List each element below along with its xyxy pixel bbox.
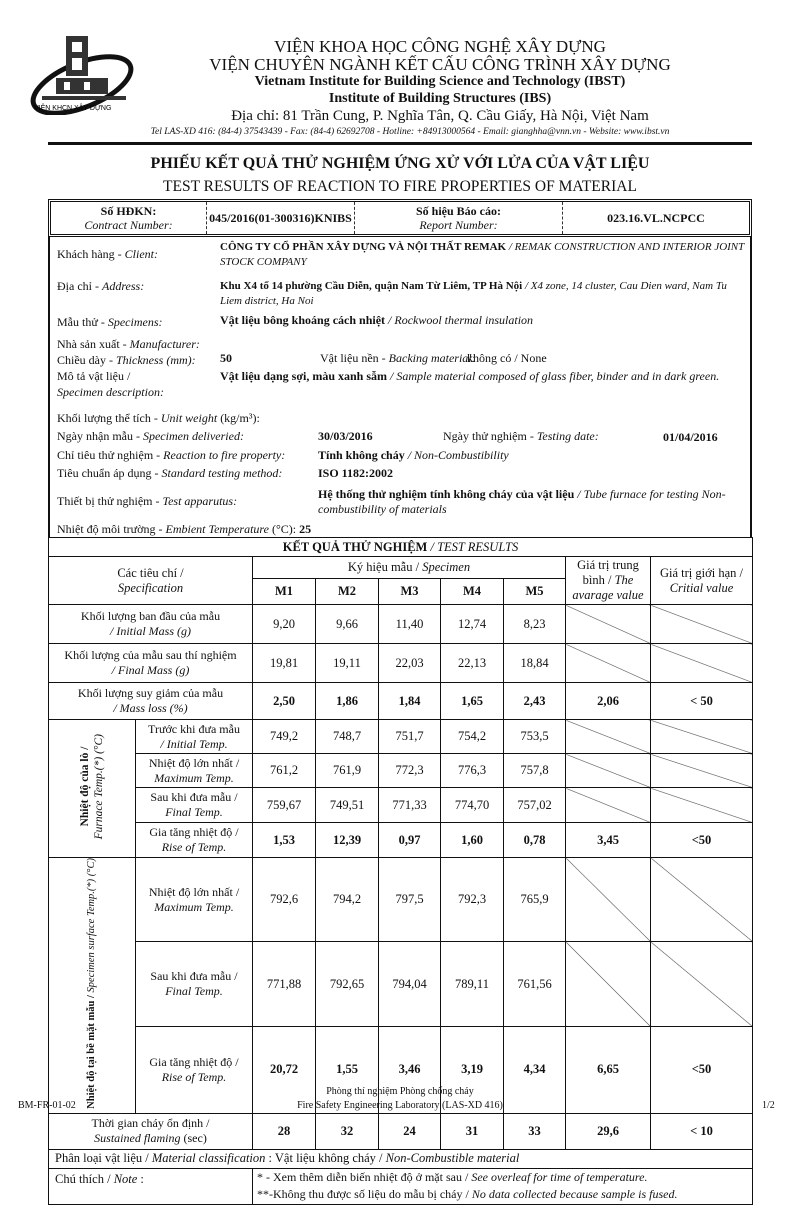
value-cell: 761,9 — [316, 754, 379, 788]
empty-average-cell — [566, 720, 651, 754]
report-id-table — [48, 199, 752, 237]
empty-average-cell — [566, 858, 651, 942]
backing-label: Vật liệu nền - Backing material: — [320, 351, 476, 365]
average-cell: 6,65 — [566, 1026, 651, 1113]
row-label: Nhiệt độ lớn nhất / Maximum Temp. — [136, 858, 253, 942]
value-cell: 757,8 — [504, 754, 566, 788]
average-cell: 29,6 — [566, 1113, 651, 1149]
value-cell: 19,11 — [316, 644, 379, 683]
institute-address: Địa chỉ: 81 Trần Cung, P. Nghĩa Tân, Q. Cầu Giấy, Hà Nội, Việt Nam — [231, 108, 649, 124]
svg-text:VIỆN KHCN XÂY DỰNG: VIỆN KHCN XÂY DỰNG — [34, 105, 112, 112]
manufacturer-label: Nhà sản xuất - Manufacturer: — [57, 337, 200, 351]
value-cell: 3,19 — [441, 1026, 504, 1113]
value-cell: 19,81 — [253, 644, 316, 683]
value-cell: 11,40 — [379, 605, 441, 644]
row-label: Gia tăng nhiệt độ / Rise of Temp. — [136, 1026, 253, 1113]
value-cell: 759,67 — [253, 788, 316, 823]
value-cell: 24 — [379, 1113, 441, 1149]
empty-critical-cell — [651, 605, 753, 644]
row-label: Thời gian cháy ổn định / Sustained flaming (sec) — [49, 1113, 253, 1149]
ambient-label: Nhiệt độ môi trường - Embient Temperature (°C): 25 — [57, 522, 312, 536]
row-label: Khối lượng của mẫu sau thí nghiệm / Final Mass (g) — [49, 644, 253, 683]
specimen-col-m5: M5 — [504, 579, 566, 605]
backing-value: không có / None — [467, 351, 547, 365]
result-row — [49, 823, 753, 858]
institute-name-en: Vietnam Institute for Building Science and Technology (IBST) — [254, 74, 626, 89]
result-row — [49, 683, 753, 720]
value-cell: 3,46 — [379, 1026, 441, 1113]
thickness-value: 50 — [220, 351, 232, 365]
institute-sub-vi: VIỆN CHUYÊN NGÀNH KẾT CẤU CÔNG TRÌNH XÂY DỰNG — [209, 55, 671, 74]
specimen-col-m2: M2 — [316, 579, 379, 605]
critical-cell: < 10 — [651, 1113, 753, 1149]
row-label: Trước khi đưa mẫu / Initial Temp. — [136, 720, 253, 754]
row-label: Khối lượng ban đầu của mẫu / Initial Mass (g) — [49, 605, 253, 644]
result-row — [49, 605, 753, 644]
empty-critical-cell — [651, 644, 753, 683]
value-cell: 757,02 — [504, 788, 566, 823]
spec-header: Các tiêu chí / Specification — [49, 557, 253, 605]
critical-cell: <50 — [651, 823, 753, 858]
value-cell: 1,60 — [441, 823, 504, 858]
row-label: Sau khi đưa mẫu / Final Temp. — [136, 942, 253, 1026]
value-cell: 772,3 — [379, 754, 441, 788]
row-label: Sau khi đưa mẫu / Final Temp. — [136, 788, 253, 823]
value-cell: 28 — [253, 1113, 316, 1149]
value-cell: 18,84 — [504, 644, 566, 683]
value-cell: 22,13 — [441, 644, 504, 683]
row-label: Nhiệt độ lớn nhất / Maximum Temp. — [136, 754, 253, 788]
average-cell: 3,45 — [566, 823, 651, 858]
value-cell: 1,53 — [253, 823, 316, 858]
standard-value: ISO 1182:2002 — [318, 466, 394, 480]
empty-average-cell — [566, 942, 651, 1026]
notes: * - Xem thêm diễn biến nhiệt độ ở mặt sau / See overleaf for time of temperature. **-Không thu được số liệu do mẫu bị cháy / No data collected because sample is fused. — [253, 1168, 753, 1204]
empty-average-cell — [566, 788, 651, 823]
testing-date-label: Ngày thử nghiệm - Testing date: — [443, 429, 599, 443]
standard-label: Tiêu chuẩn áp dụng - Standard testing method: — [57, 466, 283, 480]
value-cell: 22,03 — [379, 644, 441, 683]
specimen-col-m4: M4 — [441, 579, 504, 605]
specimen-col-m3: M3 — [379, 579, 441, 605]
value-cell: 1,55 — [316, 1026, 379, 1113]
institute-name-vi: VIỆN KHOA HỌC CÔNG NGHỆ XÂY DỰNG — [274, 37, 606, 56]
value-cell: 751,7 — [379, 720, 441, 754]
report-label: Số hiệu Báo cáo: Report Number: — [355, 202, 563, 234]
value-cell: 1,65 — [441, 683, 504, 720]
value-cell: 774,70 — [441, 788, 504, 823]
value-cell: 33 — [504, 1113, 566, 1149]
value-cell: 31 — [441, 1113, 504, 1149]
value-cell: 8,23 — [504, 605, 566, 644]
ibst-logo — [28, 30, 136, 115]
specimen-value: Vật liệu bông khoáng cách nhiệt / Rockwool thermal insulation — [220, 313, 534, 327]
value-cell: 761,2 — [253, 754, 316, 788]
value-cell: 771,88 — [253, 942, 316, 1026]
institute-sub-en: Institute of Building Structures (IBS) — [328, 91, 552, 106]
value-cell: 754,2 — [441, 720, 504, 754]
delivered-label: Ngày nhận mẫu - Specimen deliveried: — [57, 429, 244, 443]
apparatus-label: Thiết bị thử nghiệm - Test apparutus: — [57, 494, 238, 508]
contact-line: Tel LAS-XD 416: (84-4) 37543439 - Fax: (84-4) 62692708 - Hotline: +84913000564 - Email: gianghha@vnn.vn - Website: www.ibst.vn — [150, 127, 670, 137]
row-label: Khối lượng suy giảm của mẫu / Mass loss (%) — [49, 683, 253, 720]
critical-header: Giá trị giới hạn / Critial value — [651, 557, 753, 605]
value-cell: 792,6 — [253, 858, 316, 942]
value-cell: 0,78 — [504, 823, 566, 858]
value-cell: 792,3 — [441, 858, 504, 942]
value-cell: 1,86 — [316, 683, 379, 720]
result-row — [49, 754, 753, 788]
value-cell: 753,5 — [504, 720, 566, 754]
row-label: Gia tăng nhiệt độ / Rise of Temp. — [136, 823, 253, 858]
value-cell: 4,34 — [504, 1026, 566, 1113]
value-cell: 761,56 — [504, 942, 566, 1026]
value-cell: 0,97 — [379, 823, 441, 858]
empty-critical-cell — [651, 754, 753, 788]
value-cell: 9,20 — [253, 605, 316, 644]
description-label-vi: Mô tả vật liệu / — [57, 369, 131, 383]
property-label: Chỉ tiêu thử nghiệm - Reaction to fire property: — [57, 448, 286, 462]
average-header: Giá trị trung bình / The avarage value — [566, 557, 651, 605]
specimen-col-m1: M1 — [253, 579, 316, 605]
value-cell: 20,72 — [253, 1026, 316, 1113]
delivered-value: 30/03/2016 — [318, 429, 373, 443]
address-value: Khu X4 tổ 14 phường Cầu Diễn, quận Nam Từ Liêm, TP Hà Nội / X4 zone, 14 cluster, Cau Dien ward, Nam Tu Liem district, Ha Noi — [220, 280, 727, 307]
client-value: CÔNG TY CỔ PHẦN XÂY DỰNG VÀ NỘI THẤT REMAK / REMAK CONSTRUCTION AND INTERIOR JOINT STOCK COMPANY — [220, 241, 745, 268]
empty-critical-cell — [651, 788, 753, 823]
value-cell: 749,2 — [253, 720, 316, 754]
client-label: Khách hàng - Client: — [57, 247, 158, 261]
specimen-header: Ký hiệu mẫu / Specimen — [253, 557, 566, 579]
page-number: 1/2 — [762, 1100, 775, 1111]
form-code: BM-FR-01-02 — [18, 1100, 76, 1111]
surface-temp-group: Nhiệt độ tại bề mặt mẫu / Specimen surface Temp.(*) (°C) — [49, 858, 136, 1114]
contract-label: Số HĐKN: Contract Number: — [51, 202, 207, 234]
description-label-en: Specimen description: — [57, 385, 164, 399]
empty-critical-cell — [651, 942, 753, 1026]
note-label: Chú thích / Note : — [49, 1168, 253, 1204]
report-number: 023.16.VL.NCPCC — [607, 211, 705, 225]
value-cell: 771,33 — [379, 788, 441, 823]
doc-title-vi: PHIẾU KẾT QUẢ THỬ NGHIỆM ỨNG XỬ VỚI LỬA CỦA VẬT LIỆU — [150, 155, 650, 172]
empty-average-cell — [566, 754, 651, 788]
description-value: Vật liệu dạng sợi, màu xanh sẫm / Sample material composed of glass fiber, binder and in dark green. — [220, 369, 720, 383]
unit-weight-label: Khối lượng thể tích - Unit weight (kg/m³): — [57, 411, 260, 425]
empty-average-cell — [566, 605, 651, 644]
specimen-label: Mẫu thử - Specimens: — [57, 315, 163, 329]
property-value: Tính không cháy / Non-Combustibility — [318, 448, 509, 462]
value-cell: 797,5 — [379, 858, 441, 942]
result-row — [49, 644, 753, 683]
doc-title-en: TEST RESULTS OF REACTION TO FIRE PROPERTIES OF MATERIAL — [163, 178, 637, 195]
value-cell: 789,11 — [441, 942, 504, 1026]
header-rule — [48, 142, 752, 145]
value-cell: 2,50 — [253, 683, 316, 720]
furnace-temp-group: Nhiệt độ của lò / Furnace Temp.(*) (°C) — [49, 720, 136, 858]
testing-date-value: 01/04/2016 — [663, 430, 718, 444]
value-cell: 776,3 — [441, 754, 504, 788]
value-cell: 12,39 — [316, 823, 379, 858]
value-cell: 748,7 — [316, 720, 379, 754]
value-cell: 12,74 — [441, 605, 504, 644]
result-row — [49, 942, 753, 1026]
address-label: Địa chỉ - Address: — [57, 279, 145, 293]
value-cell: 794,2 — [316, 858, 379, 942]
material-classification: Phân loại vật liệu / Material classification : Vật liệu không cháy / Non-Combustible material — [49, 1149, 753, 1168]
empty-critical-cell — [651, 858, 753, 942]
result-row — [49, 858, 753, 942]
value-cell: 32 — [316, 1113, 379, 1149]
result-row — [49, 720, 753, 754]
footer-lab: Phòng thí nghiệm Phòng chống cháy Fire Safety Engineering Laboratory (LAS-XD 416) — [297, 1086, 503, 1111]
value-cell: 1,84 — [379, 683, 441, 720]
value-cell: 2,43 — [504, 683, 566, 720]
contract-number: 045/2016(01-300316)KNIBS — [207, 202, 355, 234]
results-title: KẾT QUẢ THỬ NGHIỆM / TEST RESULTS — [49, 538, 753, 557]
result-row — [49, 788, 753, 823]
thickness-label: Chiều dày - Thickness (mm): — [57, 353, 196, 367]
specimen-info — [48, 237, 752, 537]
critical-cell: <50 — [651, 1026, 753, 1113]
value-cell: 794,04 — [379, 942, 441, 1026]
average-cell: 2,06 — [566, 683, 651, 720]
critical-cell: < 50 — [651, 683, 753, 720]
value-cell: 765,9 — [504, 858, 566, 942]
value-cell: 749,51 — [316, 788, 379, 823]
empty-average-cell — [566, 644, 651, 683]
value-cell: 9,66 — [316, 605, 379, 644]
empty-critical-cell — [651, 720, 753, 754]
value-cell: 792,65 — [316, 942, 379, 1026]
apparatus-value: Hệ thống thử nghiệm tính không cháy của vật liệu / Tube furnace for testing Non-combustibility of materials — [318, 487, 726, 516]
result-row — [49, 1113, 753, 1149]
